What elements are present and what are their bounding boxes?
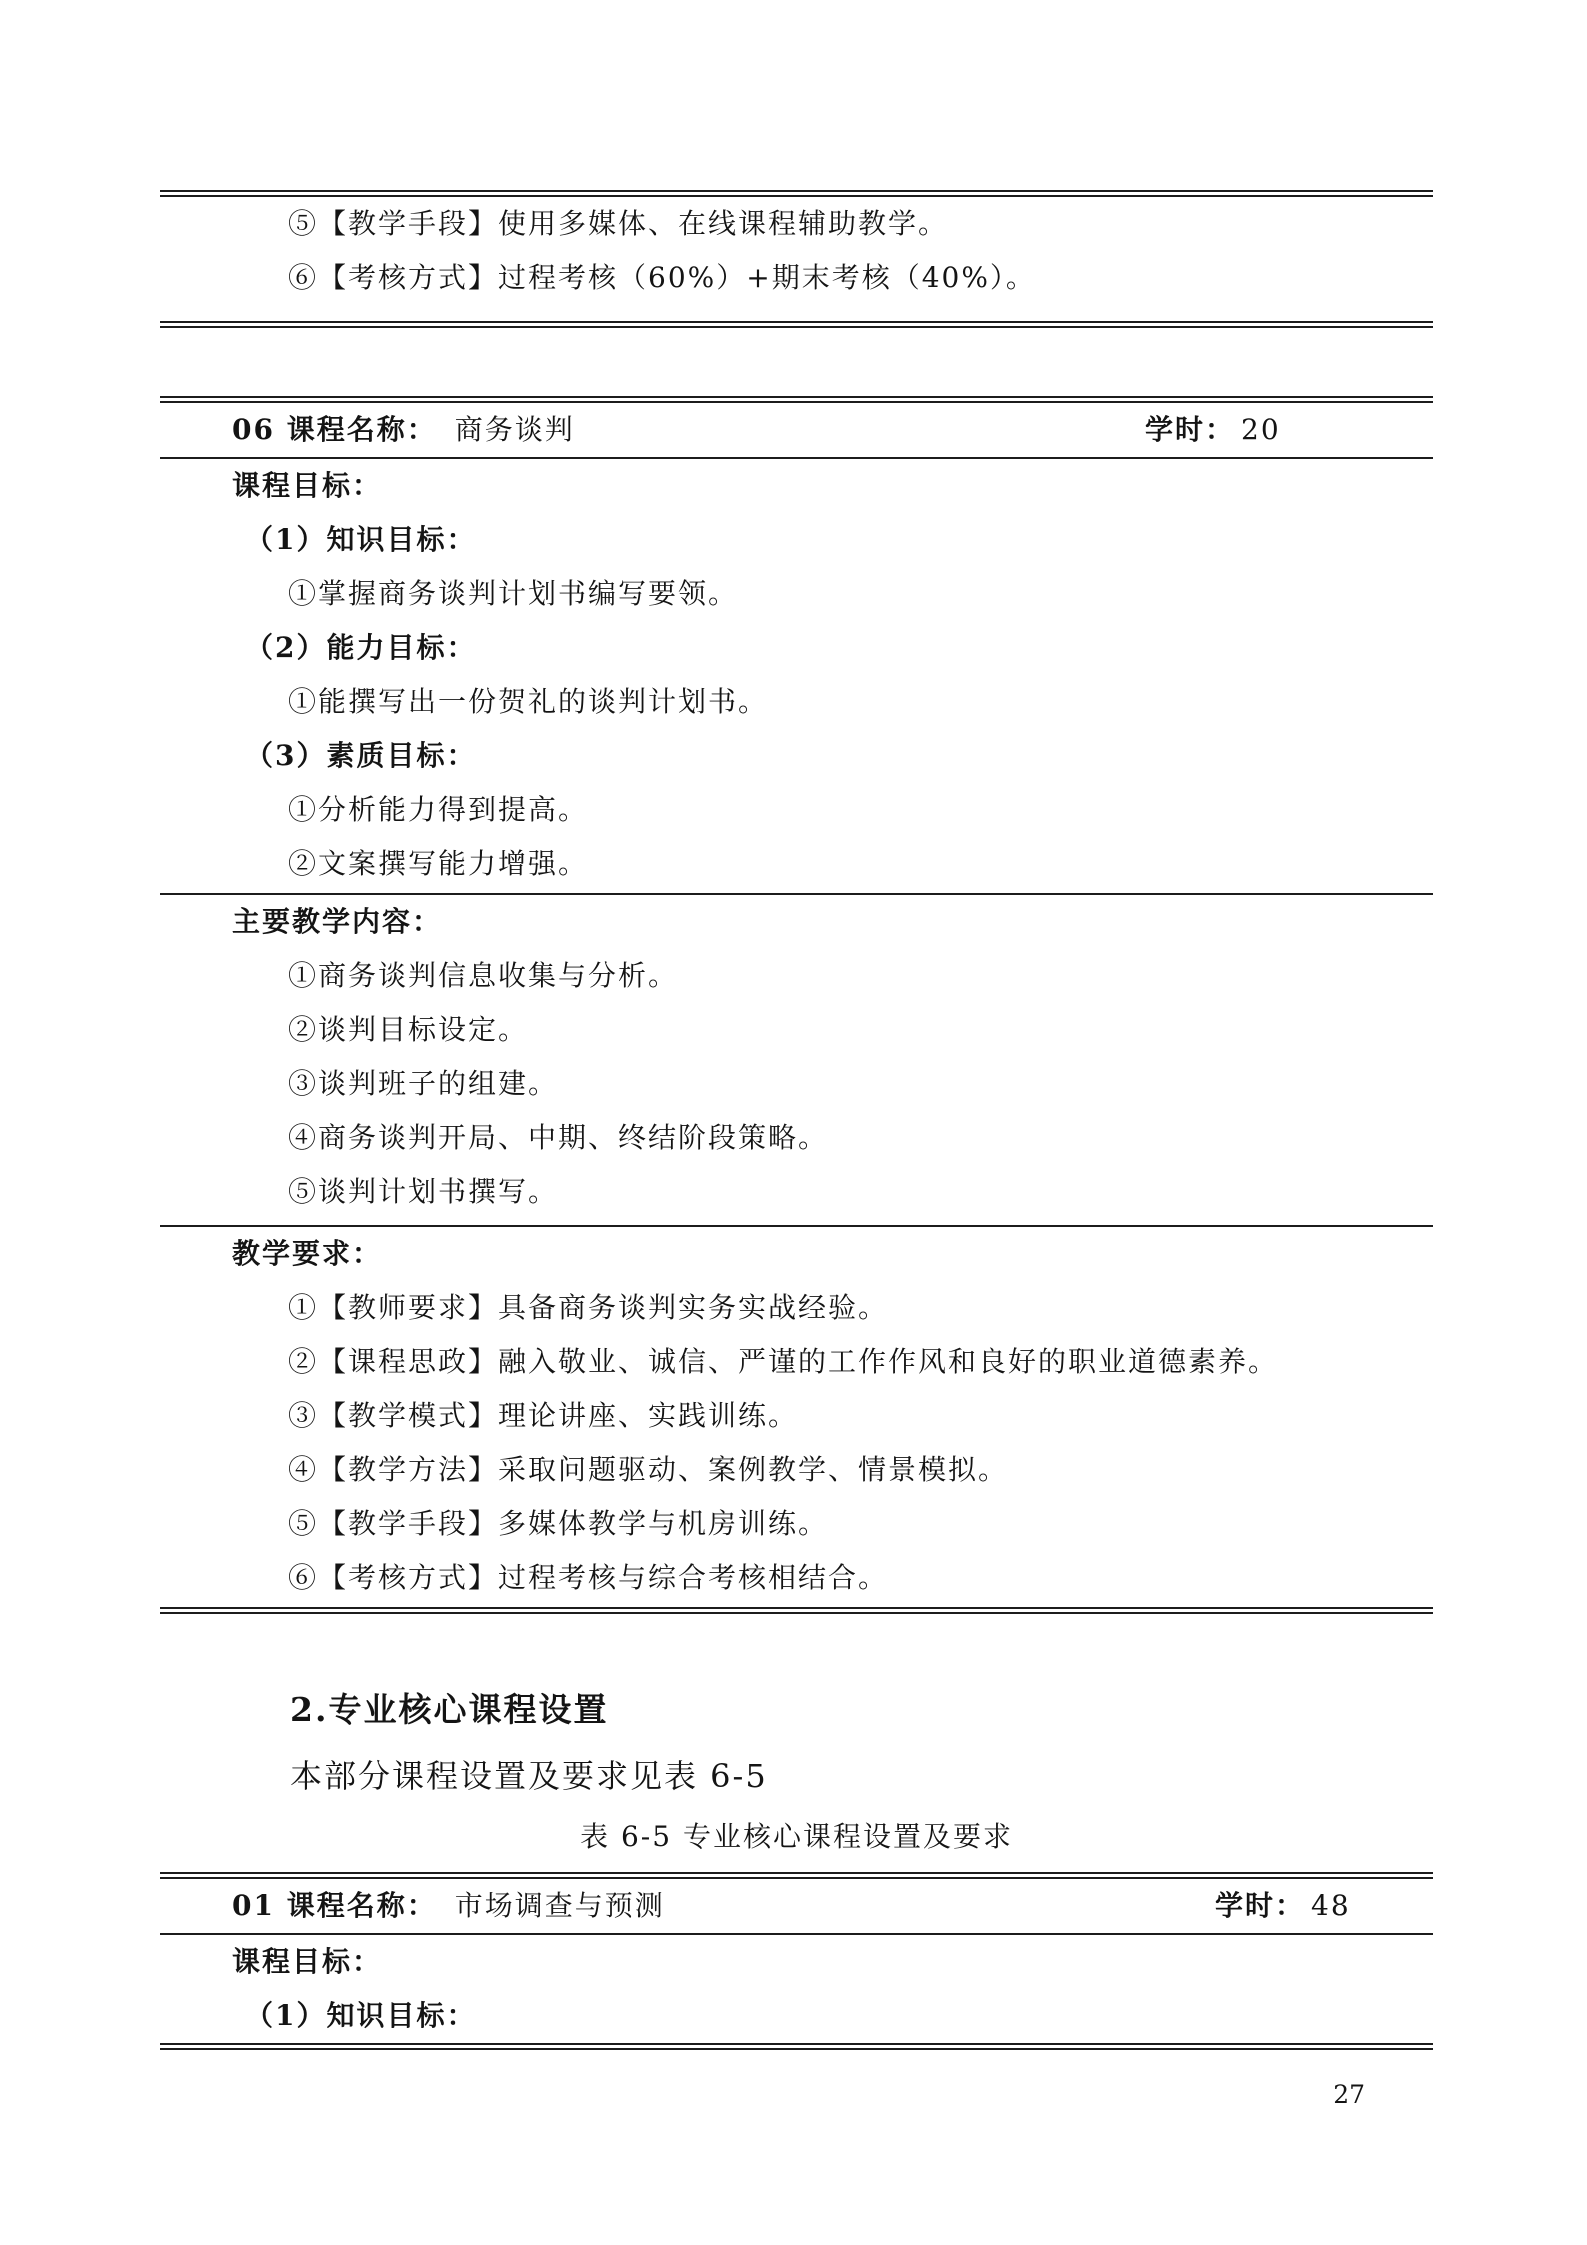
hours-label: 学时： [1215,1889,1306,1922]
course-number-label: 01 课程名称： [232,1889,437,1922]
objective-group-label: （2）能力目标： [245,631,477,664]
divider-double [160,1872,1433,1879]
requirement-item: ②【课程思政】融入敬业、诚信、严谨的工作作风和良好的职业道德素养。 [288,1345,1279,1378]
hours-value: 20 [1241,413,1281,446]
objective-item: ①掌握商务谈判计划书编写要领。 [288,577,739,610]
hours-value: 48 [1311,1889,1351,1922]
objective-item: ①分析能力得到提高。 [288,793,589,826]
section-heading: 2.专业核心课程设置 [290,1690,609,1729]
course-number-label: 06 课程名称： [232,413,437,446]
divider-double [160,396,1433,403]
content-item: ④商务谈判开局、中期、终结阶段策略。 [288,1121,829,1154]
divider-double [160,1607,1433,1614]
divider-double [160,2043,1433,2050]
content-title: 主要教学内容： [232,905,443,938]
course-hours [1145,403,1281,457]
hours-label: 学时： [1145,413,1236,446]
course01-header-row [160,1879,1433,1933]
section-intro: 本部分课程设置及要求见表 6-5 [290,1757,768,1795]
requirement-item: ⑤【教学手段】多媒体教学与机房训练。 [288,1507,829,1540]
objectives-title: 课程目标： [232,1945,383,1978]
requirement-item: ⑥【考核方式】过程考核与综合考核相结合。 [288,1561,889,1594]
divider-double [160,321,1433,328]
prev-course-item: ⑤【教学手段】使用多媒体、在线课程辅助教学。 [288,207,949,240]
table-caption: 表 6-5 专业核心课程设置及要求 [580,1820,1013,1853]
course-hours [1215,1879,1351,1933]
content-item: ③谈判班子的组建。 [288,1067,559,1100]
requirement-item: ④【教学方法】采取问题驱动、案例教学、情景模拟。 [288,1453,1009,1486]
objectives-title: 课程目标： [232,469,383,502]
requirement-item: ①【教师要求】具备商务谈判实务实战经验。 [288,1291,889,1324]
requirements-title: 教学要求： [232,1237,383,1270]
content-item: ②谈判目标设定。 [288,1013,529,1046]
divider-double [160,190,1433,197]
course06-header-row [160,403,1433,457]
objective-group-label: （3）素质目标： [245,739,477,772]
course-name: 市场调查与预测 [454,1889,665,1922]
objective-item: ①能撰写出一份贺礼的谈判计划书。 [288,685,769,718]
prev-course-item: ⑥【考核方式】过程考核（60%）+期末考核（40%）。 [288,261,1036,294]
requirement-item: ③【教学模式】理论讲座、实践训练。 [288,1399,799,1432]
objective-group-label: （1）知识目标： [245,1999,477,2032]
page-content [160,0,1433,2050]
objective-group-label: （1）知识目标： [245,523,477,556]
page-number: 27 [1333,2080,1365,2109]
objective-item: ②文案撰写能力增强。 [288,847,589,880]
content-item: ⑤谈判计划书撰写。 [288,1175,559,1208]
content-item: ①商务谈判信息收集与分析。 [288,959,679,992]
course-name: 商务谈判 [454,413,575,446]
